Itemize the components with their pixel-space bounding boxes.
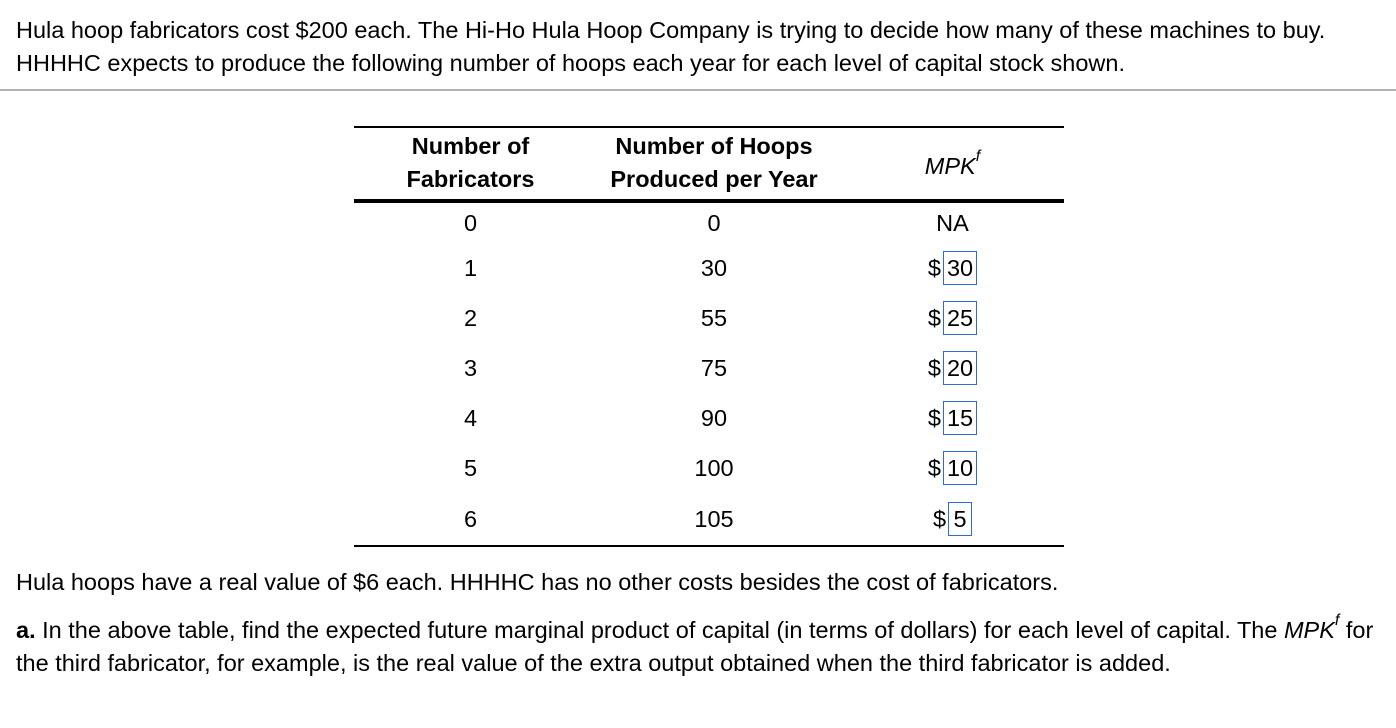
- hoops-cell: 100: [694, 454, 734, 481]
- fabricators-cell: 3: [463, 354, 478, 381]
- hoops-cell: 90: [700, 404, 728, 431]
- fabricators-cell: 0: [463, 209, 478, 236]
- table-row: [354, 293, 1064, 343]
- capital-table: [354, 126, 1064, 547]
- currency-sign: $: [932, 505, 947, 532]
- mpk-cell: [841, 293, 1064, 343]
- mpk-cell: NA: [936, 209, 969, 236]
- table-row: [354, 393, 1064, 443]
- mpk-answer-box[interactable]: 30: [943, 251, 977, 285]
- table-row: [354, 493, 1064, 546]
- header-fabricators: Number of Fabricators: [354, 127, 587, 201]
- mpk-cell: [841, 343, 1064, 393]
- table-header-row: [354, 127, 1064, 201]
- hoops-cell: 75: [700, 354, 728, 381]
- currency-sign: $: [927, 354, 941, 381]
- mpk-cell: [841, 393, 1064, 443]
- header-mpk: MPK$^f$: [841, 127, 1064, 201]
- mpk-answer-box[interactable]: 20: [943, 351, 977, 385]
- mpk-answer-box[interactable]: 25: [943, 301, 977, 335]
- mpk-answer-box[interactable]: 15: [943, 401, 977, 435]
- table-row: [354, 343, 1064, 393]
- table-row: [354, 201, 1064, 243]
- section-divider: [0, 89, 1396, 91]
- problem-intro: Hula hoop fabricators cost $200 each. The Hi-Ho Hula Hoop Company is trying to decide how many of these machines to buy. HHHHC expects to produce the following number of hoops each year for each level of capital stock shown.: [16, 17, 1326, 76]
- fabricators-cell: 4: [463, 404, 478, 431]
- mpk-cell: [841, 243, 1064, 293]
- hoops-cell: 0: [707, 209, 721, 236]
- mpk-cell: [841, 493, 1064, 546]
- mpk-answer-box[interactable]: 5: [948, 502, 972, 536]
- question-a: a. In the above table, find the expected future marginal product of capital (in terms of dollars) for each level of capital. The MPK$^f$ for the third fabricator, for example, is the real value of the extra output obtained when the third fabricator is added.: [16, 612, 1374, 676]
- currency-sign: $: [927, 304, 941, 331]
- table-row: [354, 243, 1064, 293]
- mpk-term: MPK: [1283, 616, 1335, 643]
- fabricators-cell: 6: [463, 505, 478, 532]
- mpk-answer-box[interactable]: 10: [943, 451, 977, 485]
- fabricators-cell: 5: [463, 454, 478, 481]
- currency-sign: $: [927, 454, 941, 481]
- header-hoops: Number of Hoops Produced per Year: [587, 127, 841, 201]
- currency-sign: $: [927, 254, 941, 281]
- value-statement: Hula hoops have a real value of $6 each. HHHHC has no other costs besides the cost of fabricators.: [16, 569, 1059, 595]
- table-row: [354, 443, 1064, 493]
- question-a-label: a.: [16, 616, 36, 643]
- currency-sign: $: [927, 404, 941, 431]
- mpk-cell: [841, 443, 1064, 493]
- hoops-cell: 105: [694, 505, 734, 532]
- fabricators-cell: 1: [463, 254, 478, 281]
- hoops-cell: 30: [700, 254, 728, 281]
- hoops-cell: 55: [700, 304, 728, 331]
- fabricators-cell: 2: [463, 304, 478, 331]
